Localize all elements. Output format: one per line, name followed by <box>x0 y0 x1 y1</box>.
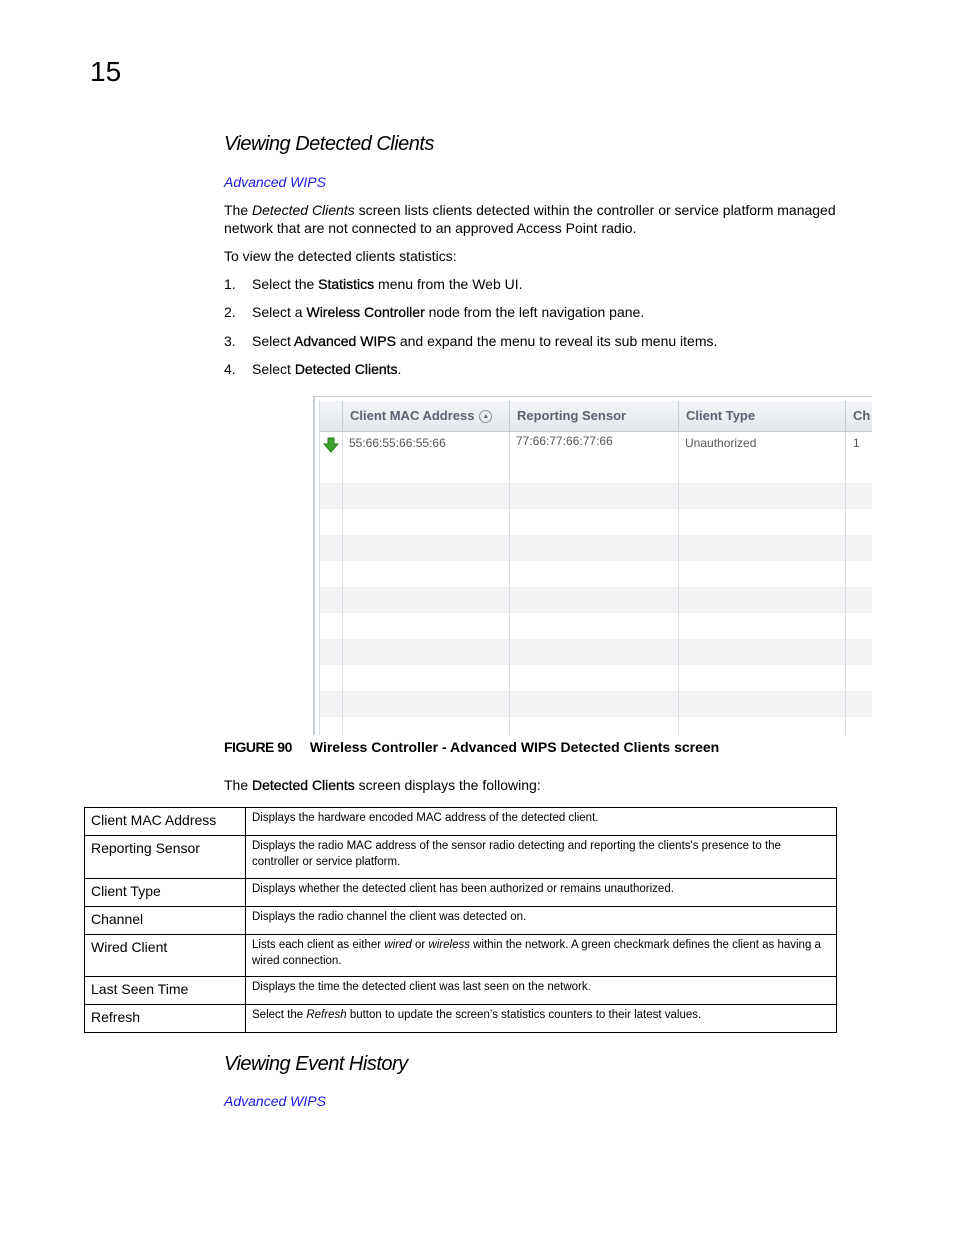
figure-caption: FIGURE 90 Wireless Controller - Advanced WIPS Detected Clients screen <box>224 739 720 755</box>
step-1: 1. Select the Statistics menu from the Web UI. <box>224 276 523 292</box>
step-2: 2. Select a Wireless Controller node from the left navigation pane. <box>224 304 645 320</box>
displays-text: The Detected Clients screen displays the following: <box>224 777 541 793</box>
column-header-channel[interactable]: Ch <box>845 401 872 431</box>
table-row: Client Type Displays whether the detected client has been authorized or remains unauthorized. <box>85 879 837 907</box>
green-down-arrow-icon <box>323 437 339 458</box>
chapter-number: 15 <box>90 56 122 87</box>
step-4: 4. Select Detected Clients. <box>224 361 402 377</box>
table-row: Reporting Sensor Displays the radio MAC address of the sensor radio detecting and reporting the clients's presence to the controller or service platform. <box>85 836 837 879</box>
advanced-wips-link[interactable]: Advanced WIPS <box>224 174 326 190</box>
to-view-text: To view the detected clients statistics: <box>224 248 457 264</box>
grid-header <box>320 401 872 432</box>
table-row: Client MAC Address Displays the hardware encoded MAC address of the detected client. <box>85 808 837 836</box>
intro-paragraph: The Detected Clients screen lists clients detected within the controller or service platform managed network that are not connected to an approved Access Point radio. <box>224 202 836 236</box>
step-3: 3. Select Advanced WIPS and expand the menu to reveal its sub menu items. <box>224 333 718 349</box>
detected-clients-screenshot <box>313 396 872 735</box>
column-header-reporting-sensor[interactable]: Reporting Sensor <box>509 401 677 431</box>
table-row: Last Seen Time Displays the time the detected client was last seen on the network. <box>85 977 837 1005</box>
cell-reporting-sensor: 77:66:77:66:77:66 <box>516 434 613 448</box>
grid-row <box>320 483 872 509</box>
column-header-client-type[interactable]: Client Type <box>678 401 846 431</box>
section-heading-event-history: Viewing Event History <box>224 1053 408 1075</box>
cell-channel: 1 <box>853 436 860 450</box>
cell-client-type: Unauthorized <box>685 436 757 450</box>
table-row: Channel Displays the radio channel the client was detected on. <box>85 907 837 935</box>
section-heading-detected-clients: Viewing Detected Clients <box>224 133 434 155</box>
field-description-table <box>84 807 837 1033</box>
table-row: Wired Client Lists each client as either wired or wireless within the network. A green checkmark defines the client as having a wired connection. <box>85 935 837 977</box>
table-row: Refresh Select the Refresh button to update the screen’s statistics counters to their latest values. <box>85 1005 837 1033</box>
cell-client-mac: 55:66:55:66:55:66 <box>349 436 446 450</box>
sort-arrow-icon[interactable]: ▲ <box>479 410 492 423</box>
column-header-client-mac[interactable]: Client MAC Address ▲ <box>342 401 510 431</box>
grid-row <box>320 587 872 613</box>
grid-row <box>320 639 872 665</box>
grid-row <box>320 691 872 717</box>
advanced-wips-link-2[interactable]: Advanced WIPS <box>224 1093 326 1109</box>
grid-row <box>320 535 872 561</box>
